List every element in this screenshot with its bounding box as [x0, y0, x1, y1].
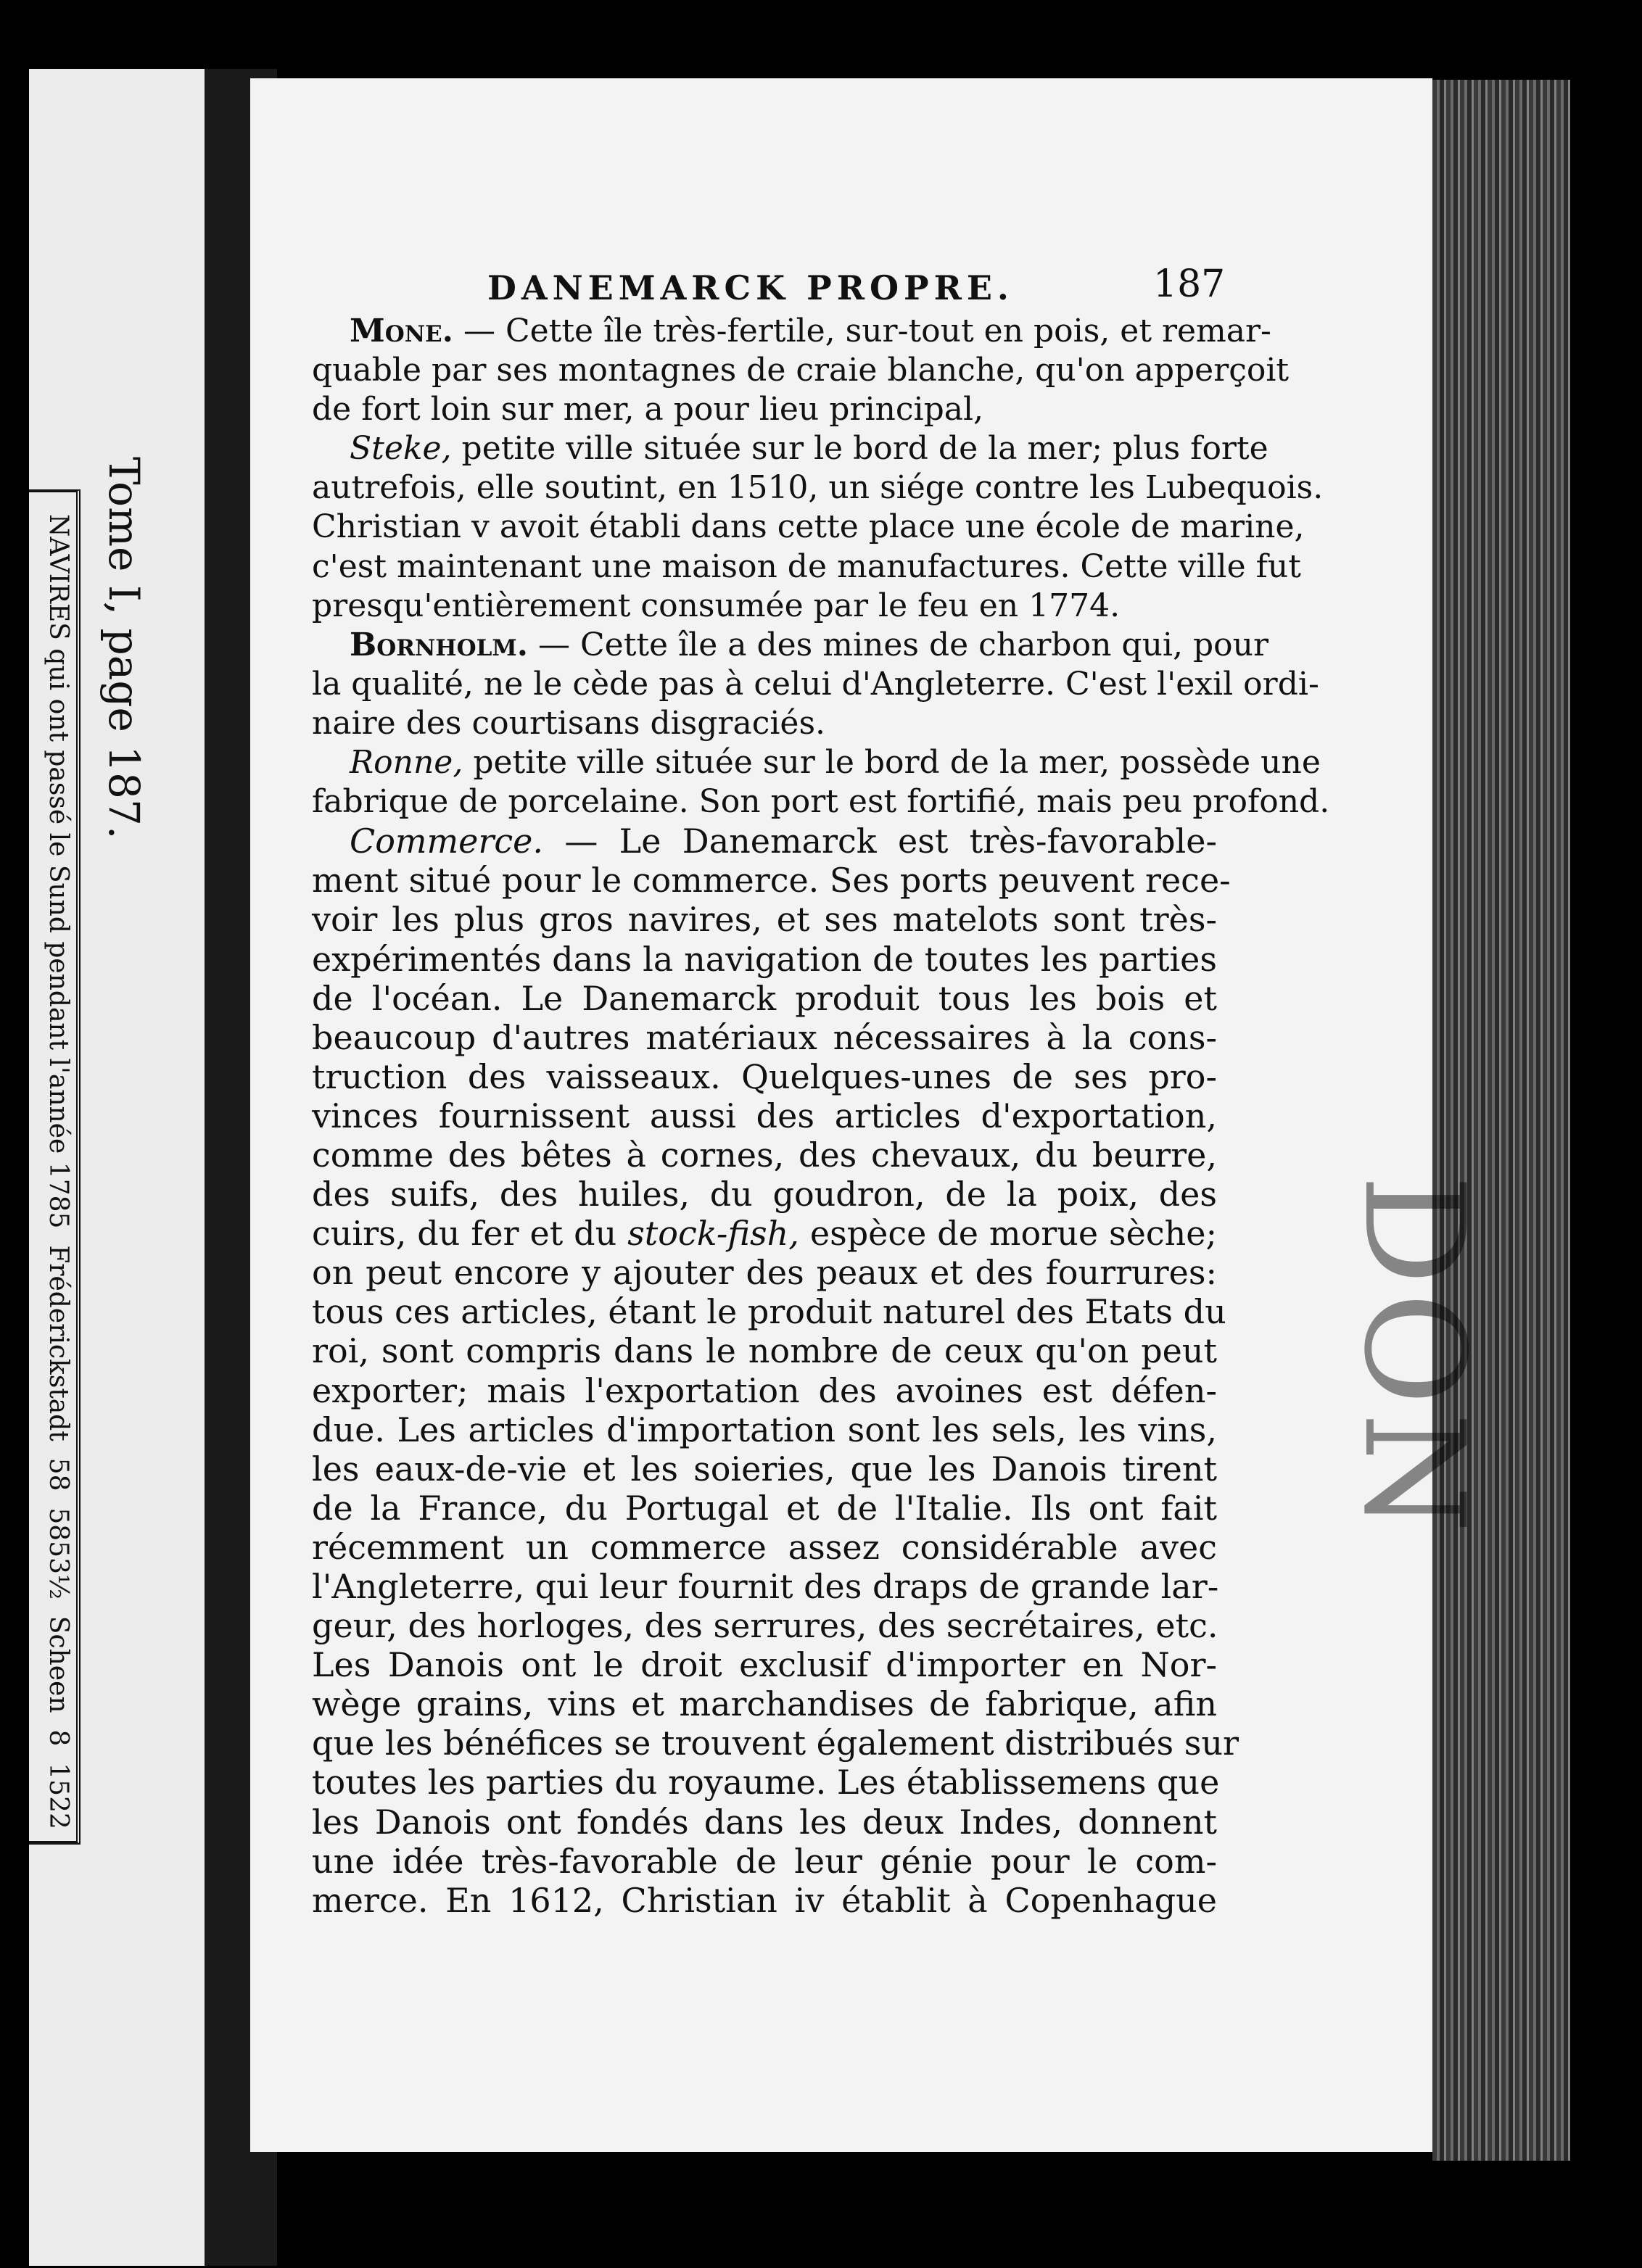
text-span: — Cette île a des mines de charbon qui, pour [528, 626, 1268, 663]
foldout-caption: Tome I, page 187. [99, 457, 149, 840]
text-line: on peut encore y ajouter des peaux et des fourrures: [312, 1253, 1217, 1293]
entry-lead-steke: Steke, [350, 430, 452, 468]
foldout-label-1: Scheen [44, 1615, 73, 1713]
text-line: de fort loin sur mer, a pour lieu principal, [312, 391, 984, 429]
text-line [312, 429, 1268, 468]
text-line: exporter; mais l'exportation des avoines est défen- [312, 1370, 1217, 1410]
foldout-value-2: 8 [44, 1729, 73, 1747]
entry-lead-bornholm: Bornholm. [350, 626, 529, 663]
text-span: petite ville située sur le bord de la mer; plus forte [451, 430, 1268, 468]
text-line: voir les plus gros navires, et ses matelots sont très- [312, 900, 1217, 940]
text-line: de l'océan. Le Danemarck produit tous les bois et [312, 978, 1217, 1018]
text-line: merce. En 1612, Christian iv établit à Copenhague [312, 1880, 1217, 1920]
text-line [312, 1214, 1217, 1253]
foldout-value-1: 5853½ [44, 1507, 73, 1599]
text-line: quable par ses montagnes de craie blanche, qu'on apperçoit [312, 352, 1290, 389]
text-line [312, 743, 1321, 782]
text-line [312, 821, 1217, 861]
text-line: Les Danois ont le droit exclusif d'importer en Nor- [312, 1645, 1217, 1685]
text-line: comme des bêtes à cornes, des chevaux, du beurre, [312, 1135, 1217, 1175]
text-line: les Danois ont fondés dans les deux Indes, donnent [312, 1802, 1217, 1842]
text-line: presqu'entièrement consumée par le feu en 1774. [312, 587, 1121, 624]
text-line: toutes les parties du royaume. Les établissemens que [312, 1763, 1220, 1803]
text-line: les eaux-de-vie et les soieries, que les Danois tirent [312, 1449, 1217, 1489]
text-line: beaucoup d'autres matériaux nécessaires à la cons- [312, 1017, 1217, 1057]
running-header: DANEMARCK PROPRE. [487, 268, 1014, 307]
foldout-table-text [44, 514, 73, 1829]
page-number: 187 [1153, 262, 1226, 306]
text-line: expérimentés dans la navigation de toutes les parties [312, 939, 1217, 979]
foldout-value-0: 58 [44, 1457, 73, 1491]
page-body [312, 312, 1330, 1920]
text-line: naire des courtisans disgraciés. [312, 704, 826, 742]
text-line: la qualité, ne le cède pas à celui d'Angleterre. C'est l'exil ordi- [312, 665, 1319, 703]
text-line: de la France, du Portugal et de l'Italie. Ils ont fait [312, 1488, 1217, 1528]
stock-fish-term: stock-fish, [627, 1214, 799, 1254]
text-line: ment situé pour le commerce. Ses ports peuvent rece- [312, 861, 1231, 901]
commerce-section [312, 821, 1239, 1920]
foldout-value-3: 1522 [44, 1763, 73, 1829]
text-line: que les bénéfices se trouvent également distribués sur [312, 1723, 1239, 1763]
text-line: tous ces articles, étant le produit naturel des Etats du [312, 1292, 1226, 1332]
text-line: autrefois, elle soutint, en 1510, un siége contre les Lubequois. [312, 469, 1324, 507]
text-line: fabrique de porcelaine. Son port est fortifié, mais peu profond. [312, 783, 1330, 821]
text-line: Christian v avoit établi dans cette place une école de marine, [312, 508, 1305, 546]
text-line: roi, sont compris dans le nombre de ceux qu'on peut [312, 1331, 1217, 1371]
text-line: truction des vaisseaux. Quelques-unes de ses pro- [312, 1056, 1217, 1096]
foldout-strip [29, 69, 205, 2266]
text-line: des suifs, des huiles, du goudron, de la poix, des [312, 1175, 1217, 1214]
page-edge [1432, 80, 1570, 2161]
text-span: — Le Danemarck est très-favorable- [542, 821, 1217, 861]
text-line: une idée très-favorable de leur génie pour le com- [312, 1841, 1217, 1881]
text-span: espèce de morue sèche; [799, 1214, 1217, 1254]
foldout-table-title: NAVIRES qui ont passé le Sund pendant l'année 1785 [44, 514, 73, 1229]
text-line: wège grains, vins et marchandises de fabrique, afin [312, 1684, 1217, 1724]
text-line: l'Angleterre, qui leur fournit des draps de grande lar- [312, 1567, 1219, 1606]
text-span: cuirs, du fer et du [312, 1214, 628, 1254]
entry-lead-mone: Mone. [350, 313, 453, 349]
foldout-table [29, 489, 81, 1845]
text-span: petite ville située sur le bord de la mer, possède une [463, 744, 1321, 782]
page-edge-bleedthrough: DON [1334, 1175, 1494, 1541]
entry-lead-commerce: Commerce. [350, 821, 543, 861]
text-line: vinces fournissent aussi des articles d'exportation, [312, 1096, 1217, 1135]
text-line: c'est maintenant une maison de manufactures. Cette ville fut [312, 547, 1301, 585]
text-line [312, 626, 1268, 665]
text-line: due. Les articles d'importation sont les sels, les vins, [312, 1410, 1217, 1449]
text-line: geur, des horloges, des serrures, des secrétaires, etc. [312, 1606, 1218, 1646]
entry-lead-ronne: Ronne, [350, 744, 463, 782]
foldout-label-0: Fréderickstadt [44, 1245, 73, 1441]
text-span: — Cette île très-fertile, sur-tout en pois, et remar- [453, 313, 1271, 349]
text-line: récemment un commerce assez considérable avec [312, 1527, 1217, 1567]
text-line [312, 312, 1271, 351]
